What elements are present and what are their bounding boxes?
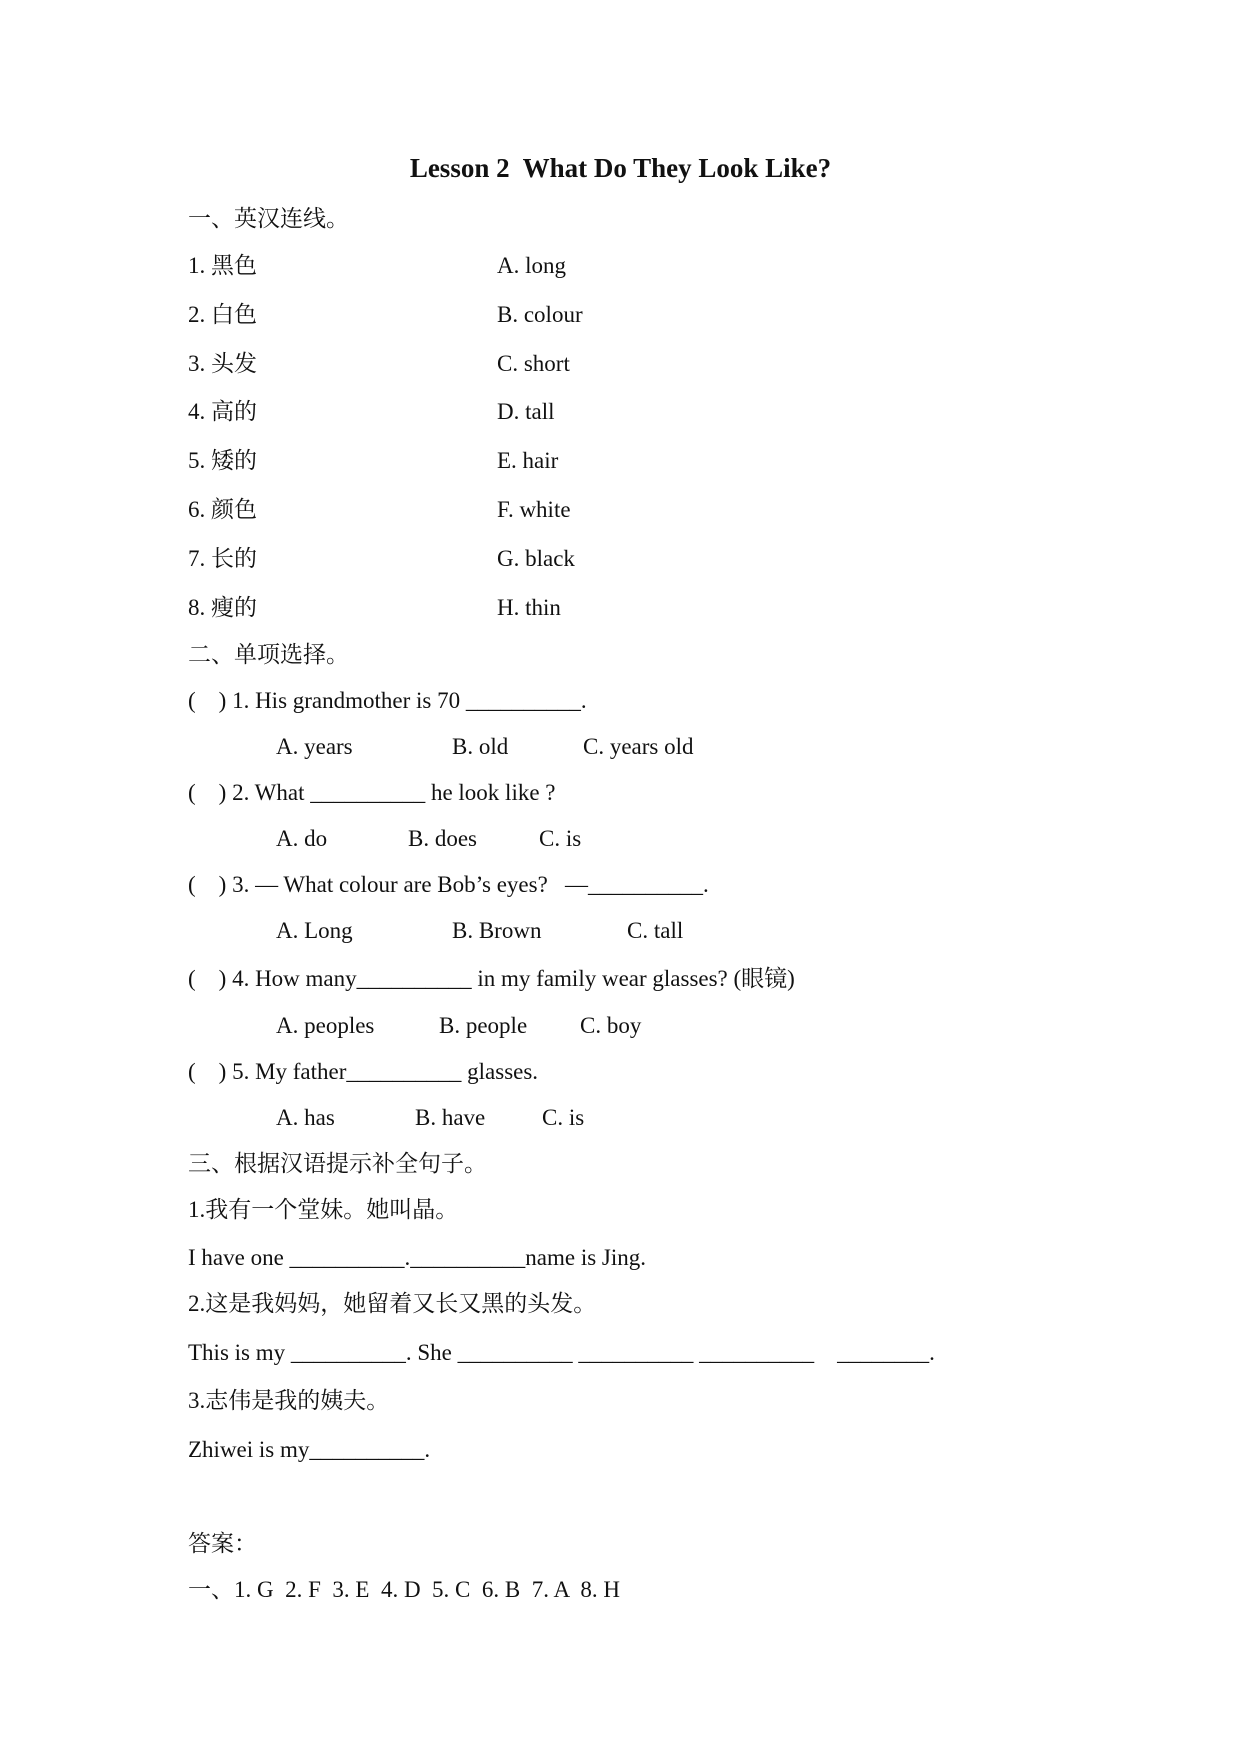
sentence-en-3: Zhiwei is my__________. <box>188 1437 431 1462</box>
option-b: B. have <box>415 1105 486 1130</box>
sentence-cn-3: 3.志伟是我的姨夫。 <box>188 1388 390 1413</box>
answers-section1: 一、1. G 2. F 3. E 4. D 5. C 6. B 7. A 8. H <box>188 1577 620 1602</box>
question-3: ( ) 3. — What colour are Bob’s eyes? —__________. <box>188 872 709 897</box>
section1-heading: 一、英汉连线。 <box>188 206 349 231</box>
option-b: B. Brown <box>452 918 542 943</box>
option-a: A. years <box>276 734 353 759</box>
page-title: Lesson 2 What Do They Look Like? <box>409 153 832 183</box>
match-right-item: D. tall <box>497 399 555 424</box>
match-left-item: 2. 白色 <box>188 302 257 327</box>
question-1: ( ) 1. His grandmother is 70 __________. <box>188 688 587 713</box>
match-right-item: H. thin <box>497 595 561 620</box>
match-left-item: 1. 黑色 <box>188 253 257 278</box>
match-right-item: G. black <box>497 546 575 571</box>
question-2: ( ) 2. What __________ he look like ? <box>188 780 556 805</box>
option-c: C. is <box>539 826 582 851</box>
section2-heading: 二、单项选择。 <box>188 642 349 667</box>
option-c: C. years old <box>583 734 694 759</box>
match-left-item: 6. 颜色 <box>188 497 257 522</box>
sentence-en-2: This is my __________. She __________ __________ __________ ________. <box>188 1340 935 1365</box>
sentence-en-1: I have one __________.__________name is Jing. <box>188 1245 647 1270</box>
option-c: C. boy <box>580 1013 642 1038</box>
match-right-item: F. white <box>497 497 571 522</box>
option-a: A. has <box>276 1105 335 1130</box>
match-left-item: 4. 高的 <box>188 399 257 424</box>
match-right-item: B. colour <box>497 302 583 327</box>
question-5: ( ) 5. My father__________ glasses. <box>188 1059 539 1084</box>
match-right-item: C. short <box>497 351 570 376</box>
option-c: C. is <box>542 1105 585 1130</box>
option-a: A. do <box>276 826 328 851</box>
match-right-item: E. hair <box>497 448 559 473</box>
section3-heading: 三、根据汉语提示补全句子。 <box>188 1151 487 1176</box>
match-right-item: A. long <box>497 253 566 278</box>
match-left-item: 8. 瘦的 <box>188 595 257 620</box>
question-4: ( ) 4. How many__________ in my family wear glasses? (眼镜) <box>188 966 795 991</box>
answers-heading: 答案： <box>188 1531 257 1556</box>
option-c: C. tall <box>627 918 684 943</box>
option-b: B. people <box>439 1013 528 1038</box>
option-a: A. peoples <box>276 1013 375 1038</box>
option-a: A. Long <box>276 918 353 943</box>
option-b: B. old <box>452 734 509 759</box>
sentence-cn-1: 1.我有一个堂妹。她叫晶。 <box>188 1197 459 1222</box>
match-left-item: 5. 矮的 <box>188 448 257 473</box>
match-left-item: 3. 头发 <box>188 351 257 376</box>
sentence-cn-2: 2.这是我妈妈，她留着又长又黑的头发。 <box>188 1291 597 1316</box>
option-b: B. does <box>408 826 477 851</box>
match-left-item: 7. 长的 <box>188 546 257 571</box>
